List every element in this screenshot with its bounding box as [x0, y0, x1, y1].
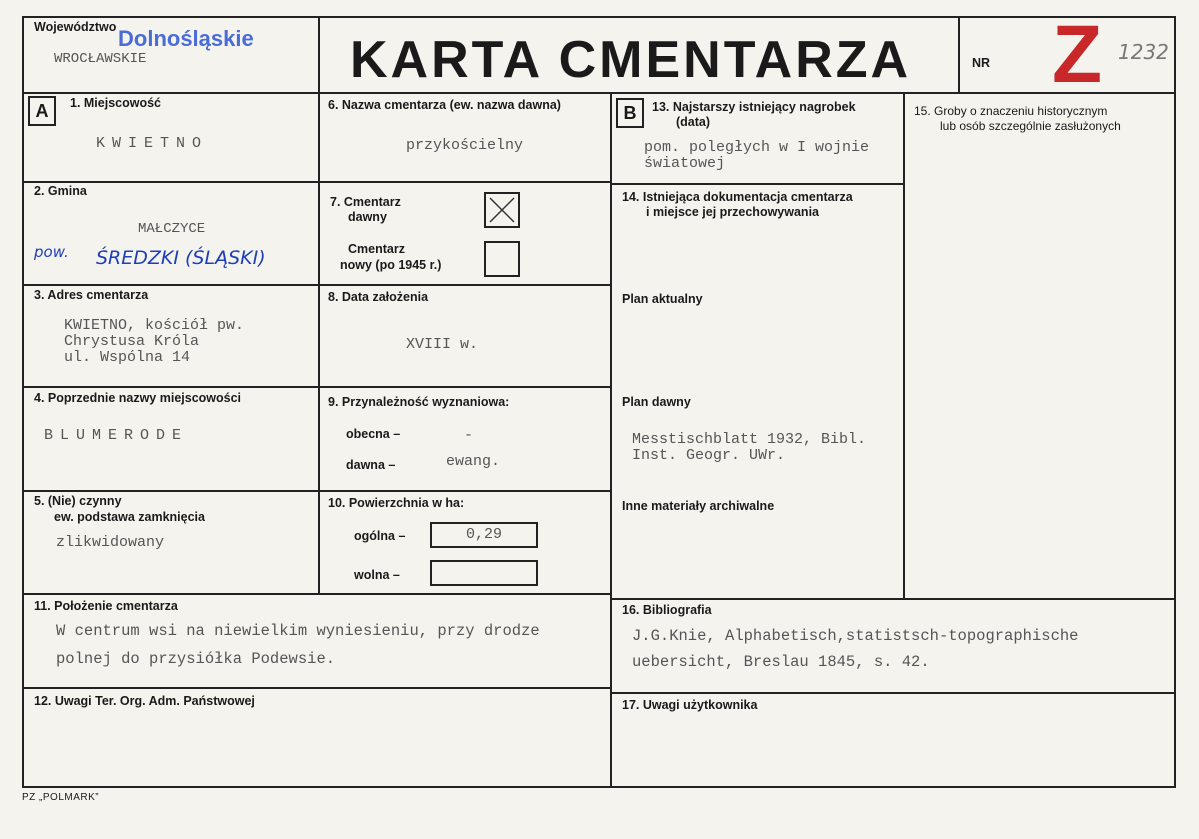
card-title: KARTA CMENTARZA: [350, 31, 912, 89]
header-divider-2: [958, 16, 960, 94]
field-16-line-2: uebersicht, Breslau 1845, s. 42.: [632, 653, 930, 671]
field-11-line-2: polnej do przysiółka Podewsie.: [56, 650, 336, 668]
field-2-label: 2. Gmina: [34, 184, 87, 198]
section-b-marker: B: [616, 98, 644, 128]
frame-left: [22, 16, 24, 788]
row-line-17: [612, 692, 1176, 694]
field-10-total-label: ogólna –: [354, 529, 406, 543]
new-cemetery-checkbox[interactable]: [484, 241, 520, 277]
old-cemetery-checkbox[interactable]: [484, 192, 520, 228]
field-6-label: 6. Nazwa cmentarza (ew. nazwa dawna): [328, 98, 561, 112]
nr-letter-marker: Z: [1052, 9, 1103, 100]
field-2-handwritten-county: ŚREDZKI (ŚLĄSKI): [96, 247, 266, 269]
field-13-label-1: 13. Najstarszy istniejący nagrobek: [652, 100, 856, 114]
field-12-label: 12. Uwagi Ter. Org. Adm. Państwowej: [34, 694, 255, 708]
nr-number: 1232: [1118, 40, 1169, 64]
field-5-value: zlikwidowany: [56, 534, 165, 551]
field-3-line-2: Chrystusa Króla: [64, 333, 200, 350]
field-3-line-1: KWIETNO, kościół pw.: [64, 317, 245, 334]
field-9-former-label: dawna –: [346, 458, 396, 472]
header-divider-1: [318, 16, 320, 94]
field-4-label: 4. Poprzednie nazwy miejscowości: [34, 391, 242, 405]
field-1-label: 1. Miejscowość: [70, 96, 162, 110]
field-7-label: 7. Cmentarz: [330, 195, 401, 209]
frame-top: [22, 16, 1176, 18]
field-6-value: przykościelny: [406, 137, 524, 154]
frame-right: [1174, 16, 1176, 788]
other-materials-label: Inne materiały archiwalne: [622, 499, 775, 513]
row-line-3: [22, 386, 612, 388]
voivodeship-label: Województwo: [34, 20, 117, 34]
field-13-label-2: (data): [676, 115, 711, 129]
row-line-14: [612, 183, 904, 185]
field-14-label-1: 14. Istniejąca dokumentacja cmentarza: [622, 190, 853, 204]
field-5-label-1: 5. (Nie) czynny: [34, 494, 122, 508]
section-a-marker: A: [28, 96, 56, 126]
field-1-value: KWIETNO: [96, 135, 209, 152]
plan-old-line-2: Inst. Geogr. UWr.: [632, 447, 786, 464]
field-8-value: XVIII w.: [406, 336, 479, 353]
header-bottom-line: [22, 92, 1176, 94]
field-15-label-1: 15. Groby o znaczeniu historycznym: [914, 104, 1108, 118]
field-2-value: MAŁCZYCE: [138, 221, 206, 237]
row-line-1: [22, 181, 612, 183]
field-7-old-label: dawny: [348, 210, 387, 224]
field-8-label: 8. Data założenia: [328, 290, 429, 304]
plan-current-label: Plan aktualny: [622, 292, 703, 306]
field-9-current-label: obecna –: [346, 427, 401, 441]
printer-mark: PZ „POLMARK”: [22, 792, 100, 803]
field-13-line-1: pom. poległych w I wojnie: [644, 139, 870, 156]
voivodeship-typed: WROCŁAWSKIE: [54, 51, 147, 67]
field-10-label: 10. Powierzchnia w ha:: [328, 496, 465, 510]
field-17-label: 17. Uwagi użytkownika: [622, 698, 758, 712]
col-divider-2: [610, 92, 612, 788]
field-16-line-1: J.G.Knie, Alphabetisch,statistsch-topographische: [632, 627, 1079, 645]
field-7-new-label-2: nowy (po 1945 r.): [340, 258, 442, 272]
col-divider-1: [318, 92, 320, 594]
voivodeship-stamp: Dolnośląskie: [118, 26, 254, 51]
free-area-field[interactable]: [430, 560, 538, 586]
field-4-value: BLUMERODE: [44, 427, 189, 444]
row-line-16: [612, 598, 1176, 600]
row-line-11: [22, 687, 612, 689]
field-5-label-2: ew. podstawa zamknięcia: [54, 510, 205, 524]
row-line-4: [22, 490, 612, 492]
field-13-line-2: światowej: [644, 155, 726, 172]
row-line-5: [22, 593, 612, 595]
row-line-2: [22, 284, 612, 286]
field-2-handwritten-pow: pow.: [34, 243, 69, 261]
field-14-label-2: i miejsce jej przechowywania: [646, 205, 819, 219]
field-15-label-2: lub osób szczególnie zasłużonych: [940, 119, 1121, 133]
cross-mark-icon: [486, 194, 518, 226]
field-9-current-value: -: [464, 427, 474, 444]
field-11-line-1: W centrum wsi na niewielkim wyniesieniu, przy drodze: [56, 622, 540, 640]
field-9-former-value: ewang.: [446, 453, 501, 470]
frame-bottom: [22, 786, 1176, 788]
plan-old-line-1: Messtischblatt 1932, Bibl.: [632, 431, 867, 448]
field-7-new-label-1: Cmentarz: [348, 242, 405, 256]
field-11-label: 11. Położenie cmentarza: [34, 599, 178, 613]
field-9-label: 9. Przynależność wyznaniowa:: [328, 395, 510, 409]
field-16-label: 16. Bibliografia: [622, 603, 712, 617]
total-area-field[interactable]: 0,29: [430, 522, 538, 548]
field-10-free-label: wolna –: [354, 568, 400, 582]
field-3-line-3: ul. Wspólna 14: [64, 349, 191, 366]
field-3-label: 3. Adres cmentarza: [34, 288, 149, 302]
nr-label: NR: [972, 56, 991, 70]
col-divider-3: [903, 92, 905, 598]
plan-old-label: Plan dawny: [622, 395, 691, 409]
